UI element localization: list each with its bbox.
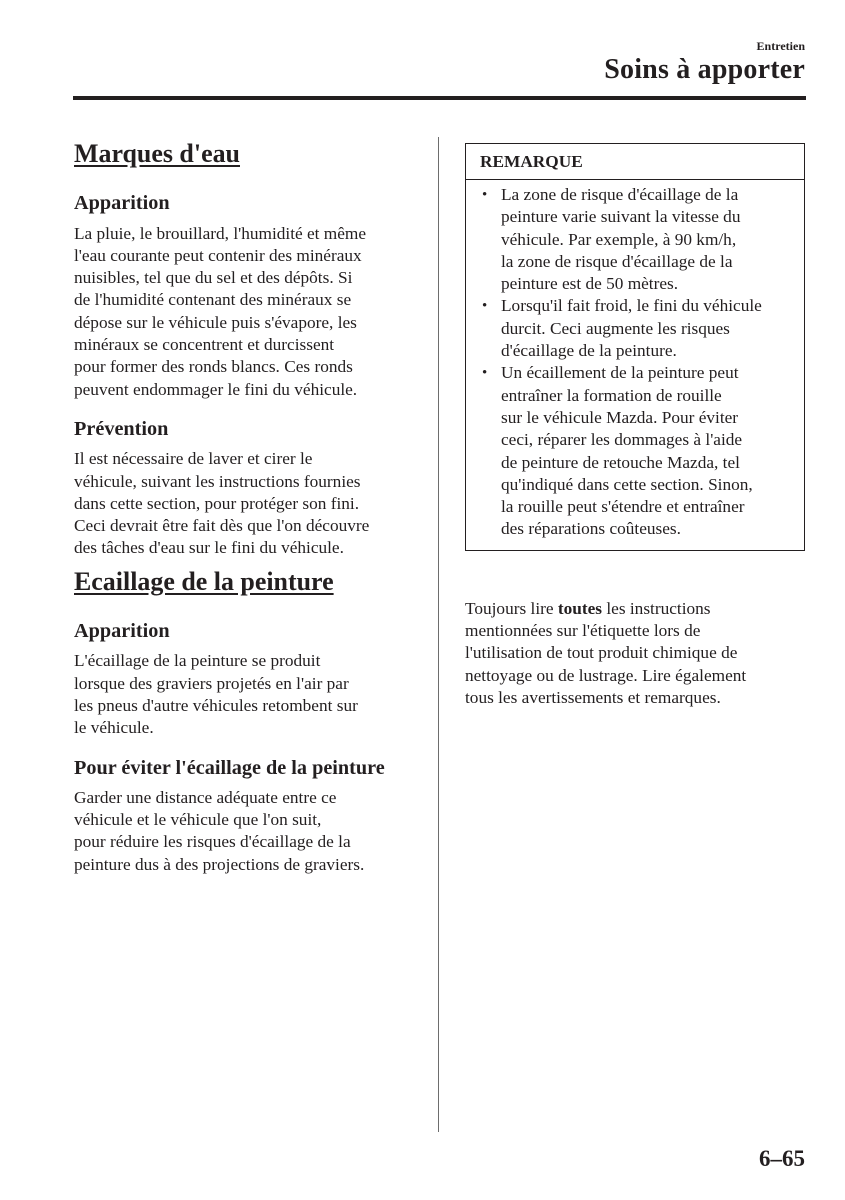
text-line: Lorsqu'il fait froid, le fini du véhicule [501,296,762,316]
text-line: ceci, réparer les dommages à l'aide [501,430,743,450]
text-line: la rouille peut s'étendre et entraîner [501,497,745,517]
left-column [74,139,419,876]
page-title: Soins à apporter [604,54,805,85]
water-marks-appearance-text [74,223,419,401]
avoid-chipping-text [74,787,419,876]
text-line: la zone de risque d'écaillage de la [501,251,733,271]
note-bullet [480,184,804,295]
text-line: minéraux se concentrent et durcissent [74,335,335,355]
text-line: Il est nécessaire de laver et cirer le [74,449,313,469]
text-line: les pneus d'autre véhicules retombent sur [74,695,358,715]
chipping-appearance-heading: Apparition [74,620,170,643]
prevention-heading: Prévention [74,417,169,440]
text-line: La pluie, le brouillard, l'humidité et même [74,223,367,243]
text-line: dans cette section, pour protéger son fini. [74,493,360,513]
text-line: des réparations coûteuses. [501,519,681,539]
text-line: La zone de risque d'écaillage de la [501,185,739,204]
text-line: durcit. Ceci augmente les risques [501,318,730,338]
advice-emphasis: toutes [557,598,603,618]
note-box [465,143,805,551]
text-line: l'utilisation de tout produit chimique de [465,643,738,663]
text-line: pour former des ronds blancs. Ces ronds [74,357,353,377]
text-line: véhicule, suivant les instructions fournies [74,471,361,491]
advice-text [465,598,807,709]
text-line: nuisibles, tel que du sel et des dépôts. Si [74,268,353,288]
advice-lead: Toujours lire [465,598,558,618]
text-line: qu'indiqué dans cette section. Sinon, [501,474,753,494]
page-number: 6–65 [759,1146,805,1171]
advice-tail: les instructions [602,598,711,618]
text-line: de l'humidité contenant des minéraux se [74,290,352,310]
prevention-text [74,448,419,559]
water-marks-appearance-heading: Apparition [74,192,170,215]
chipping-appearance-text [74,650,419,739]
text-line: tous les avertissements et remarques. [465,687,721,707]
text-line: l'eau courante peut contenir des minéraux [74,245,362,265]
text-line: peinture est de 50 mètres. [501,274,679,294]
avoid-chipping-heading: Pour éviter l'écaillage de la peinture [74,756,385,779]
chipping-heading: Ecaillage de la peinture [74,566,334,596]
note-bullet [480,362,804,540]
note-heading: REMARQUE [466,144,804,180]
bullet-icon: • [482,298,488,315]
header-rule [73,96,806,100]
text-line: peuvent endommager le fini du véhicule. [74,379,358,399]
text-line: entraîner la formation de rouille [501,385,722,405]
text-line: le véhicule. [74,718,154,738]
bullet-icon: • [482,187,488,203]
note-bullet [480,295,804,362]
text-line: des tâches d'eau sur le fini du véhicule. [74,538,344,558]
bullet-icon: • [482,365,488,382]
right-column [465,143,807,709]
text-line: nettoyage ou de lustrage. Lire également [465,665,747,685]
note-body [466,180,804,550]
text-line: peinture dus à des projections de graviers. [74,854,365,874]
text-line: L'écaillage de la peinture se produit [74,651,321,671]
column-divider [438,137,439,1132]
section-label: Entretien [756,39,805,53]
text-line: mentionnées sur l'étiquette lors de [465,621,701,641]
text-line: Ceci devrait être fait dès que l'on découvre [74,516,370,536]
text-line: Un écaillement de la peinture peut [501,363,739,383]
text-line: sur le véhicule Mazda. Pour éviter [501,407,739,427]
text-line: dépose sur le véhicule puis s'évapore, les [74,312,357,332]
text-line: Garder une distance adéquate entre ce [74,787,337,807]
water-marks-heading: Marques d'eau [74,139,240,168]
text-line: de peinture de retouche Mazda, tel [501,452,740,472]
text-line [465,598,807,620]
text-line: pour réduire les risques d'écaillage de la [74,832,351,852]
text-line: véhicule et le véhicule que l'on suit, [74,810,322,830]
text-line: lorsque des graviers projetés en l'air par [74,673,349,693]
text-line: véhicule. Par exemple, à 90 km/h, [501,229,737,249]
text-line: peinture varie suivant la vitesse du [501,207,741,227]
text-line: d'écaillage de la peinture. [501,341,677,361]
